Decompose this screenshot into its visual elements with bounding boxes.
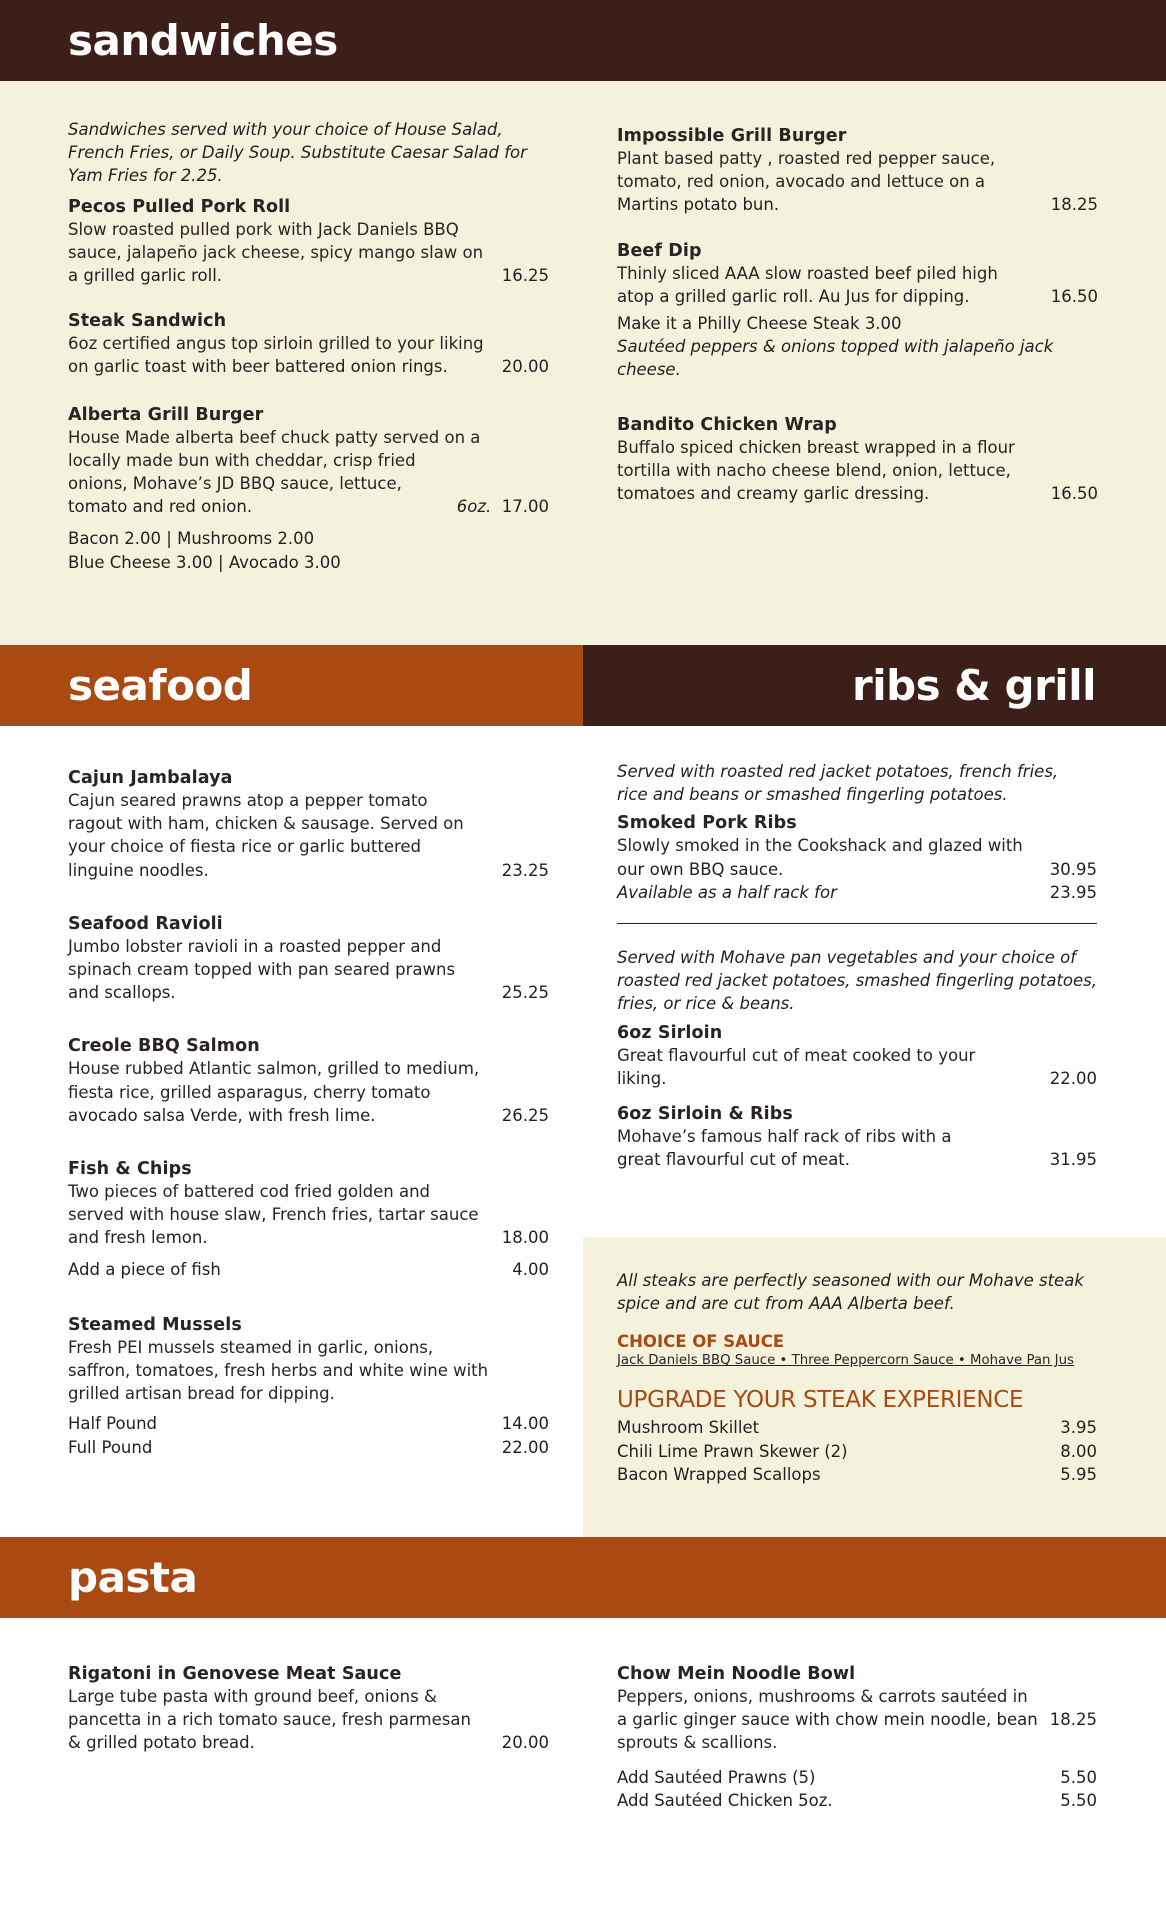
item-name: Steak Sandwich	[68, 311, 227, 332]
item-price: 20.00	[501, 1733, 549, 1753]
item-desc-line: Slow roasted pulled pork with Jack Daniels BBQ	[68, 219, 459, 239]
item-desc-line: tortilla with nacho cheese blend, onion, lettuce,	[617, 460, 1011, 480]
item-price: 26.25	[501, 1105, 549, 1125]
sandwiches-left-column	[68, 118, 549, 574]
item-desc-line: a grilled garlic roll.	[68, 266, 223, 286]
item-price: 20.00	[501, 357, 549, 377]
item-desc-line: served with house slaw, French fries, tartar sauce	[68, 1205, 479, 1225]
item-desc-line: Large tube pasta with ground beef, onions &	[68, 1687, 437, 1706]
item-desc-line: Thinly sliced AAA slow roasted beef piled high	[617, 263, 998, 283]
item-addon: Bacon 2.00 | Mushrooms 2.00	[68, 529, 315, 549]
item-price: 18.25	[1049, 1710, 1097, 1730]
steak-extras-panel	[583, 1237, 1166, 1537]
menu-item-seafood-ravioli	[68, 913, 549, 1005]
item-name: Pecos Pulled Pork Roll	[68, 196, 291, 217]
item-desc-line: Great flavourful cut of meat cooked to your	[617, 1045, 976, 1065]
menu-item-smoked-pork-ribs	[617, 812, 1097, 904]
item-name: Beef Dip	[617, 240, 702, 261]
upgrade-row	[617, 1416, 1097, 1439]
item-name: Seafood Ravioli	[68, 913, 223, 934]
item-desc-line: fiesta rice, grilled asparagus, cherry tomato	[68, 1082, 431, 1102]
item-desc-line: ragout with ham, chicken & sausage. Served on	[68, 814, 464, 834]
item-name: 6oz Sirloin & Ribs	[617, 1104, 793, 1125]
item-price: 23.25	[501, 860, 549, 880]
item-desc-line: Peppers, onions, mushrooms & carrots sautéed in	[617, 1687, 1028, 1706]
ribs-grill-header	[583, 645, 1166, 726]
item-desc-line: & grilled potato bread.	[68, 1733, 255, 1753]
ribs-intro-line: Served with roasted red jacket potatoes, french fries,	[617, 762, 1059, 781]
item-addon: Make it a Philly Cheese Steak 3.00	[617, 314, 902, 334]
grill-intro-line: fries, or rice & beans.	[617, 994, 795, 1014]
item-name: 6oz Sirloin	[617, 1022, 723, 1043]
grill-intro-line: roasted red jacket potatoes, smashed fingerling potatoes,	[617, 971, 1097, 991]
item-price: 16.50	[1050, 484, 1098, 504]
item-desc-line: Plant based patty , roasted red pepper sauce,	[617, 149, 996, 168]
item-desc-line: pancetta in a rich tomato sauce, fresh parmesan	[68, 1710, 471, 1730]
item-option: Full Pound	[68, 1437, 153, 1457]
pasta-left-column	[68, 1663, 549, 1755]
steaks-note-line: All steaks are perfectly seasoned with our Mohave steak	[617, 1271, 1084, 1290]
upgrade-name: Mushroom Skillet	[617, 1418, 760, 1438]
ribs-grill-column	[617, 760, 1097, 1171]
sauce-list: Jack Daniels BBQ Sauce • Three Peppercorn Sauce • Mohave Pan Jus	[617, 1353, 1074, 1369]
item-option: Available as a half rack for	[617, 882, 837, 902]
seafood-title: seafood	[68, 661, 253, 710]
item-desc-line: liking.	[617, 1068, 667, 1088]
menu-item-steak-sandwich	[68, 310, 549, 378]
item-price: 5.50	[1060, 1790, 1097, 1810]
item-price: 18.00	[501, 1228, 549, 1248]
item-desc-line: House Made alberta beef chuck patty served on a	[68, 427, 481, 447]
item-desc-line: spinach cream topped with pan seared prawns	[68, 960, 456, 980]
item-name: Rigatoni in Genovese Meat Sauce	[68, 1664, 402, 1684]
menu-item-fish-chips	[68, 1158, 549, 1281]
item-desc-line: Fresh PEI mussels steamed in garlic, onions,	[68, 1337, 434, 1357]
item-desc-line: tomato and red onion.	[68, 497, 253, 517]
item-name: Steamed Mussels	[68, 1314, 242, 1335]
item-desc-line: locally made bun with cheddar, crisp fried	[68, 450, 416, 470]
menu-item-chow-mein	[617, 1663, 1097, 1812]
item-name: Chow Mein Noodle Bowl	[617, 1664, 856, 1684]
item-name: Smoked Pork Ribs	[617, 813, 797, 834]
pasta-right-column	[617, 1663, 1097, 1812]
item-desc-line: linguine noodles.	[68, 860, 209, 880]
item-price: 16.25	[501, 266, 549, 286]
menu-item-rigatoni	[68, 1663, 549, 1755]
menu-item-jambalaya	[68, 767, 549, 882]
item-desc-line: 6oz certified angus top sirloin grilled to your liking	[68, 334, 484, 354]
item-option: Half Pound	[68, 1414, 158, 1434]
menu-item-steamed-mussels	[68, 1314, 549, 1459]
item-desc-line: saffron, tomatoes, fresh herbs and white wine with	[68, 1361, 489, 1381]
item-price: 22.00	[501, 1437, 549, 1457]
item-name: Impossible Grill Burger	[617, 126, 847, 146]
seafood-header	[0, 645, 583, 726]
item-desc-line: tomato, red onion, avocado and lettuce on a	[617, 172, 986, 192]
item-desc-line: atop a grilled garlic roll. Au Jus for dipping.	[617, 286, 970, 306]
item-desc-line: Mohave’s famous half rack of ribs with a	[617, 1127, 952, 1147]
pasta-header	[0, 1537, 1166, 1618]
ribs-intro-line: rice and beans or smashed fingerling potatoes.	[617, 785, 1008, 805]
item-desc-line: avocado salsa Verde, with fresh lime.	[68, 1105, 376, 1125]
upgrade-price: 8.00	[1060, 1441, 1097, 1461]
menu-item-beef-dip	[617, 240, 1098, 382]
item-price: 17.00	[501, 497, 549, 517]
item-price: 18.25	[1050, 195, 1098, 215]
item-price: 14.00	[501, 1414, 549, 1434]
item-desc-line: great flavourful cut of meat.	[617, 1150, 851, 1170]
item-desc-line: Cajun seared prawns atop a pepper tomato	[68, 791, 428, 810]
item-desc-line: House rubbed Atlantic salmon, grilled to medium,	[68, 1059, 480, 1079]
item-name: Creole BBQ Salmon	[68, 1036, 260, 1057]
item-desc-line: Buffalo spiced chicken breast wrapped in a flour	[617, 437, 1015, 457]
menu-item-creole-salmon	[68, 1035, 549, 1127]
upgrade-row	[617, 1440, 1097, 1463]
item-desc-line: Two pieces of battered cod fried golden and	[68, 1182, 431, 1202]
seafood-column	[68, 767, 549, 1459]
item-name: Fish & Chips	[68, 1159, 192, 1180]
item-price: 25.25	[501, 983, 549, 1003]
upgrade-price: 3.95	[1060, 1418, 1097, 1438]
item-price: 30.95	[1049, 859, 1097, 879]
sandwiches-title: sandwiches	[68, 16, 338, 65]
menu-item-impossible-burger	[617, 125, 1098, 217]
menu-item-sirloin-ribs	[617, 1103, 1097, 1171]
upgrade-name: Bacon Wrapped Scallops	[617, 1464, 821, 1484]
item-price: 22.00	[1049, 1068, 1097, 1088]
item-desc-line: and fresh lemon.	[68, 1228, 208, 1248]
item-addon: Blue Cheese 3.00 | Avocado 3.00	[68, 552, 341, 572]
item-desc-line: your choice of fiesta rice or garlic buttered	[68, 837, 422, 857]
item-desc-line: our own BBQ sauce.	[617, 859, 784, 879]
upgrade-title: UPGRADE YOUR STEAK EXPERIENCE	[617, 1387, 1024, 1414]
grill-intro-line: Served with Mohave pan vegetables and your choice of	[617, 948, 1077, 968]
item-name: Bandito Chicken Wrap	[617, 414, 837, 435]
item-desc-line: and scallops.	[68, 983, 176, 1003]
item-price: 16.50	[1050, 286, 1098, 306]
divider	[617, 923, 1097, 924]
item-desc-line: sprouts & scallions.	[617, 1733, 778, 1753]
item-price: 23.95	[1049, 882, 1097, 902]
item-desc-line: Slowly smoked in the Cookshack and glazed with	[617, 836, 1023, 856]
item-desc-line: Jumbo lobster ravioli in a roasted pepper and	[68, 936, 442, 956]
pasta-title: pasta	[68, 1553, 198, 1602]
menu-item-bandito-wrap	[617, 414, 1098, 506]
sauce-title: CHOICE OF SAUCE	[617, 1332, 785, 1352]
item-name: Alberta Grill Burger	[68, 404, 264, 425]
item-desc-line: onions, Mohave’s JD BBQ sauce, lettuce,	[68, 474, 402, 494]
item-note: Sautéed peppers & onions topped with jalapeño jack cheese.	[617, 337, 1054, 380]
upgrade-row	[617, 1463, 1097, 1486]
item-desc-line: a garlic ginger sauce with chow mein noodle, bean	[617, 1710, 1038, 1730]
item-size: 6oz.	[456, 497, 492, 517]
sandwiches-intro: Sandwiches served with your choice of House Salad, French Fries, or Daily Soup. Substitute Caesar Salad for Yam Fries for 2.25.	[68, 120, 527, 186]
item-desc-line: on garlic toast with beer battered onion rings.	[68, 357, 448, 377]
upgrade-price: 5.95	[1060, 1464, 1097, 1484]
item-desc-line: tomatoes and creamy garlic dressing.	[617, 484, 930, 504]
item-desc-line: grilled artisan bread for dipping.	[68, 1384, 335, 1404]
item-addon: Add Sautéed Prawns (5)	[617, 1767, 816, 1787]
steaks-note-line: spice and are cut from AAA Alberta beef.	[617, 1294, 955, 1314]
item-price: 5.50	[1060, 1767, 1097, 1787]
menu-item-sirloin	[617, 1022, 1097, 1090]
sandwiches-right-column	[617, 125, 1098, 505]
item-name: Cajun Jambalaya	[68, 768, 233, 788]
sandwiches-header	[0, 0, 1166, 81]
item-addon: Add Sautéed Chicken 5oz.	[617, 1790, 833, 1810]
item-desc-line: Martins potato bun.	[617, 195, 780, 215]
item-desc-line: sauce, jalapeño jack cheese, spicy mango slaw on	[68, 242, 484, 262]
menu-item-pecos	[68, 196, 549, 288]
ribs-grill-title: ribs & grill	[851, 661, 1096, 710]
menu-item-alberta-burger	[68, 404, 549, 574]
item-price: 4.00	[512, 1259, 549, 1279]
item-addon: Add a piece of fish	[68, 1259, 221, 1279]
upgrade-name: Chili Lime Prawn Skewer (2)	[617, 1441, 848, 1461]
item-price: 31.95	[1049, 1150, 1097, 1170]
